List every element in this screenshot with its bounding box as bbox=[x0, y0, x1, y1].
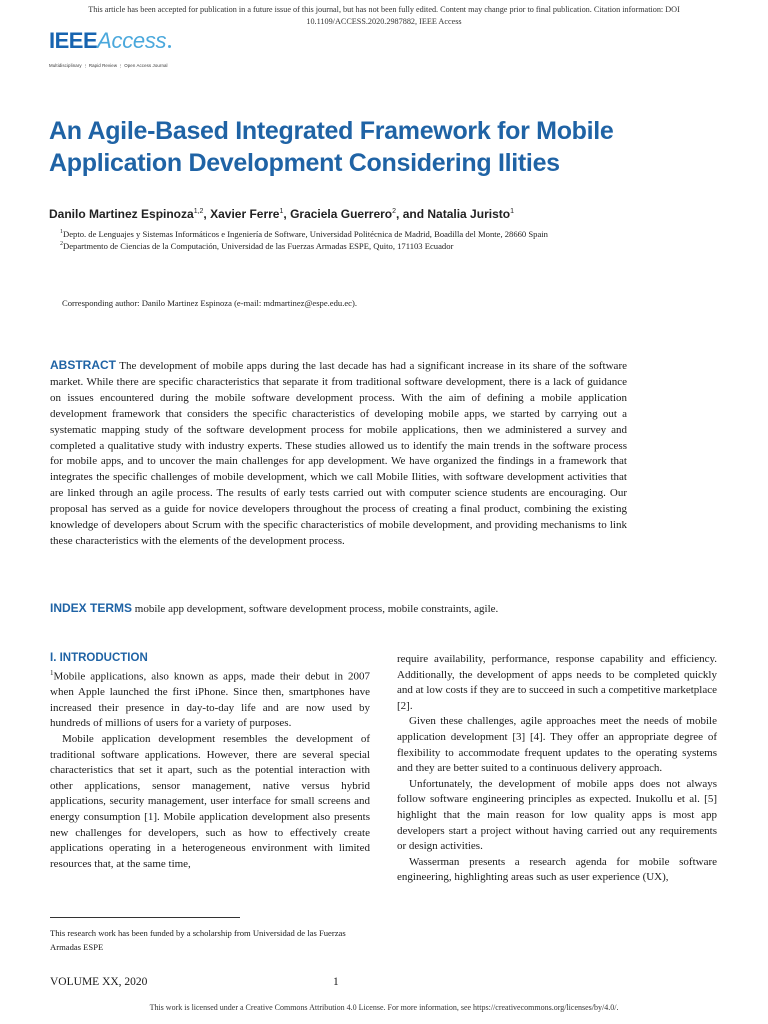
logo-ieee-text: IEEE bbox=[49, 28, 98, 53]
author-separator: , and bbox=[396, 207, 428, 221]
title-line-2: Application Development Considering Ilities bbox=[49, 149, 560, 177]
intro-paragraph-1 bbox=[50, 666, 370, 732]
abstract-text: The development of mobile apps during the last decade has had a significant increase in its share of the software market. While there are specific characteristics that separate it from traditional software development, there is a lack of guidance on issues encountered during the mobile software development process. With the aim of defining a mobile application development framework that considers the specific characteristics of developing mobile apps, we started by carrying out a systematic mapping study of the software development process for mobile applications, then we administered a survey and completed a qualitative study with industry experts. These studies allowed us to identify the main trends in the software process for mobile apps, and to uncover the main challenges for app development. We have organized the findings in a framework that integrates the specific challenges of mobile development, which we call Mobile Ilities, with software development activities that are linked through an agile process. The results of early tests carried out with computer science students are encouraging. Our proposal has served as a guide for novice developers throughout the process of creating a final product, combining the existing knowledge of developers about Scrum with the specific characteristics of mobile development, and providing mechanisms to link these characteristics with the elements of the development process. bbox=[50, 360, 627, 547]
author-affil-mark: 1 bbox=[510, 208, 514, 215]
affiliation-mark: 2 bbox=[60, 241, 63, 247]
paragraph-text: Mobile applications, also known as apps, made their debut in 2007 when Apple launched the first iPhone. Since then, smartphones have increased their presence in day-to-day life and are now used by hundreds of millions of users for a variety of purposes. bbox=[50, 670, 370, 730]
publication-notice bbox=[60, 4, 708, 28]
logo-dot-icon bbox=[168, 45, 171, 48]
right-paragraph-3: Unfortunately, the development of mobile apps does not always follow software engineering principles as expected. Inukollu et al. [5] highlight that the main reason for low quality apps is most app developers start a project without having carried out any requirements or design activities. bbox=[397, 777, 717, 853]
journal-tagline: Multidisciplinary ⋮ Rapid Review ⋮ Open Access Journal bbox=[49, 63, 168, 68]
author-list bbox=[49, 204, 729, 222]
right-paragraph-1: require availability, performance, response capability and efficiency. Additionally, the development of apps needs to be completed quickly and at low costs if they are to succeed in such a competitive marketplace [2]. bbox=[397, 653, 717, 712]
journal-logo bbox=[49, 30, 171, 69]
author-name: Danilo Martinez Espinoza bbox=[49, 207, 194, 221]
affiliation-text: Depto. de Lenguajes y Sistemas Informáticos e Ingeniería de Software, Universidad Politécnica de Madrid, Boadilla del Monte, 28660 Spain bbox=[63, 228, 548, 239]
notice-line-1: This article has been accepted for publication in a future issue of this journal, but has not been fully edited. Content may change prior to final publication. Citation information: DOI bbox=[88, 5, 680, 14]
notice-line-2: 10.1109/ACCESS.2020.2987882, IEEE Access bbox=[306, 17, 462, 26]
footnote-divider bbox=[50, 917, 240, 918]
section-heading-introduction: I. INTRODUCTION bbox=[50, 652, 148, 664]
logo-access-text: Access bbox=[97, 28, 167, 53]
index-terms bbox=[50, 601, 700, 617]
author-name: Natalia Juristo bbox=[427, 207, 511, 221]
page-number: 1 bbox=[333, 976, 339, 988]
author-name: Graciela Guerrero bbox=[290, 207, 393, 221]
author-name: Xavier Ferre bbox=[210, 207, 280, 221]
index-terms-label: INDEX TERMS bbox=[50, 601, 133, 615]
index-terms-text: mobile app development, software development process, mobile constraints, agile. bbox=[134, 603, 499, 615]
left-column bbox=[50, 651, 370, 872]
abstract-label: ABSTRACT bbox=[50, 358, 116, 372]
affiliation-2 bbox=[60, 238, 700, 252]
right-paragraph-4: Wasserman presents a research agenda for mobile software engineering, highlighting areas such as user experience (UX), bbox=[397, 855, 717, 884]
license-notice: This work is licensed under a Creative Commons Attribution 4.0 License. For more information, see https://creativecommons.org/licenses/by/4.0/. bbox=[149, 1003, 619, 1012]
abstract bbox=[50, 358, 627, 550]
corresponding-author: Corresponding author: Danilo Martinez Espinoza (e-mail: mdmartinez@espe.edu.ec). bbox=[62, 298, 357, 308]
author-separator: , bbox=[283, 207, 291, 221]
paper-title bbox=[49, 115, 729, 179]
title-line-1: An Agile-Based Integrated Framework for Mobile bbox=[49, 117, 614, 145]
author-separator: , bbox=[203, 207, 211, 221]
author-affil-mark: 1 bbox=[279, 208, 284, 215]
footnote-mark: 1 bbox=[50, 669, 54, 677]
footnote: This research work has been funded by a scholarship from Universidad de las Fuerzas Armadas ESPE bbox=[50, 928, 346, 952]
right-paragraph-2: Given these challenges, agile approaches meet the needs of mobile application development [3] [4]. They offer an appropriate degree of flexibility to accommodate frequent updates to the operating systems and they are better suited to a continuous delivery approach. bbox=[397, 715, 717, 775]
affiliation-mark: 1 bbox=[60, 229, 63, 235]
affiliation-text: Departmento de Ciencias de la Computación, Universidad de las Fuerzas Armadas ESPE, Quito, 171103 Ecuador bbox=[63, 240, 454, 251]
right-column bbox=[397, 652, 717, 886]
volume-label: VOLUME XX, 2020 bbox=[50, 976, 148, 988]
author-affil-mark: 1,2 bbox=[193, 208, 204, 215]
author-affil-mark: 2 bbox=[392, 208, 397, 215]
intro-paragraph-2: Mobile application development resembles the development of traditional software applications. However, there are several special characteristics that set it apart, such as the potential interaction with other applications, sensor management, native versus hybrid applications, security management, user interface for small screens and energy consumption [1]. Mobile application development also presents new challenges for developers, such as how to effectively create applications operating in a heterogeneous environment with limited resources that, at the same time, bbox=[50, 733, 370, 870]
